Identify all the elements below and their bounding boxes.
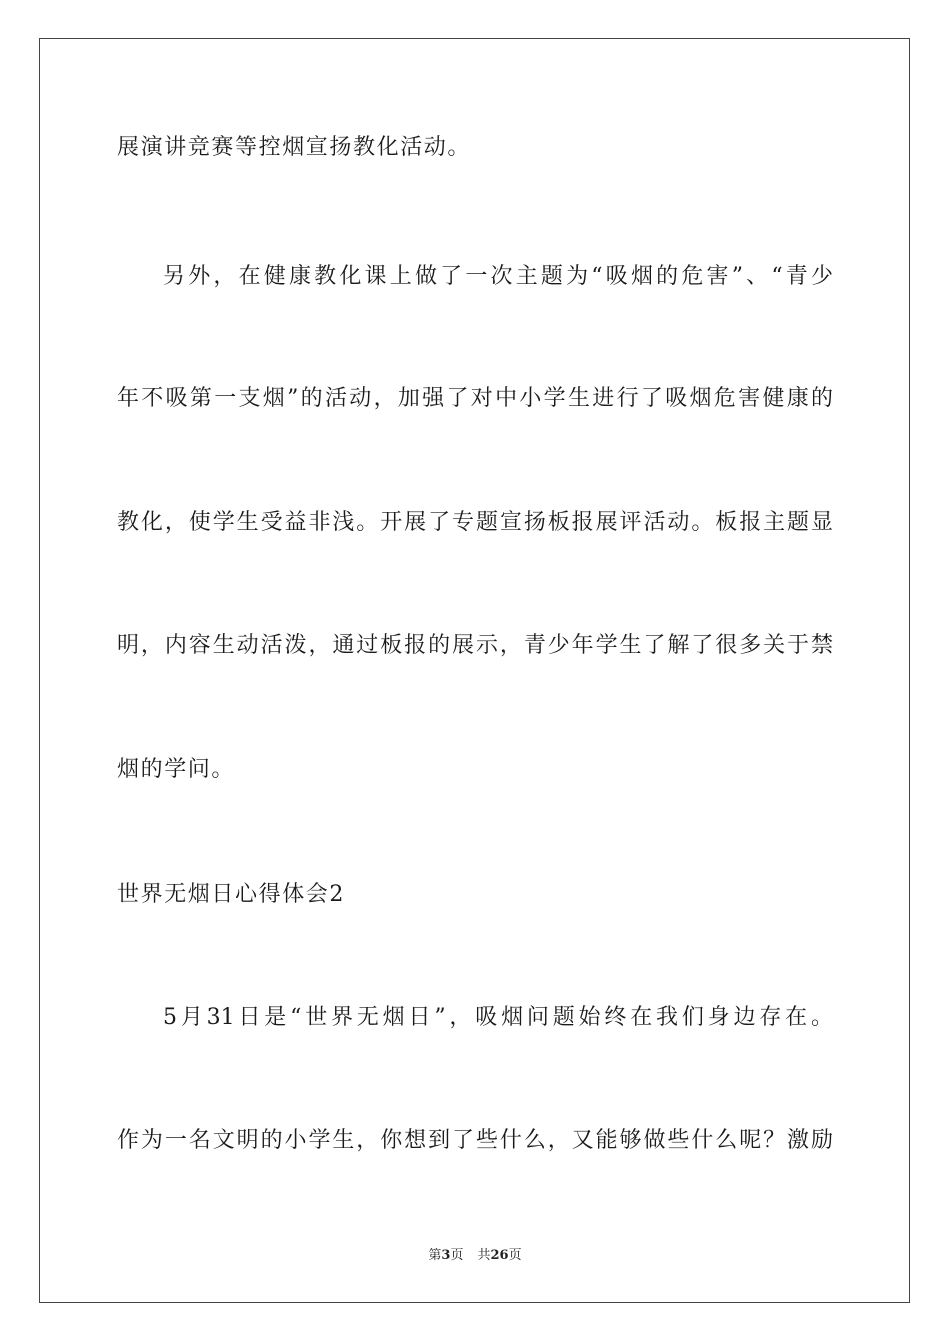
page-border — [39, 38, 910, 1303]
footer-total-prefix: 共 — [477, 1248, 491, 1263]
section-heading: 世界无烟日心得体会2 — [117, 882, 345, 907]
body-line-2: 另外，在健康教化课上做了一次主题为“吸烟的危害”、“青少 — [163, 264, 833, 289]
footer-page-prefix: 第 — [428, 1248, 442, 1263]
footer-page-suffix: 页 — [450, 1248, 464, 1263]
body-line-8: 作为一名文明的小学生，你想到了些什么，又能够做些什么呢？激励 — [117, 1128, 833, 1153]
page-footer — [0, 1247, 950, 1265]
footer-total-suffix: 页 — [508, 1248, 522, 1263]
body-line-1: 展演讲竞赛等控烟宣扬教化活动。 — [117, 135, 472, 160]
footer-total-pages: 26 — [490, 1248, 509, 1263]
body-line-6: 烟的学问。 — [117, 757, 236, 782]
body-line-7: 5月31日是“世界无烟日”，吸烟问题始终在我们身边存在。 — [163, 1005, 833, 1030]
footer-page-number: 3 — [441, 1248, 451, 1263]
body-line-5: 明，内容生动活泼，通过板报的展示，青少年学生了解了很多关于禁 — [117, 633, 833, 658]
body-line-3: 年不吸第一支烟”的活动，加强了对中小学生进行了吸烟危害健康的 — [117, 386, 833, 411]
body-line-4: 教化，使学生受益非浅。开展了专题宣扬板报展评活动。板报主题显 — [117, 510, 833, 535]
